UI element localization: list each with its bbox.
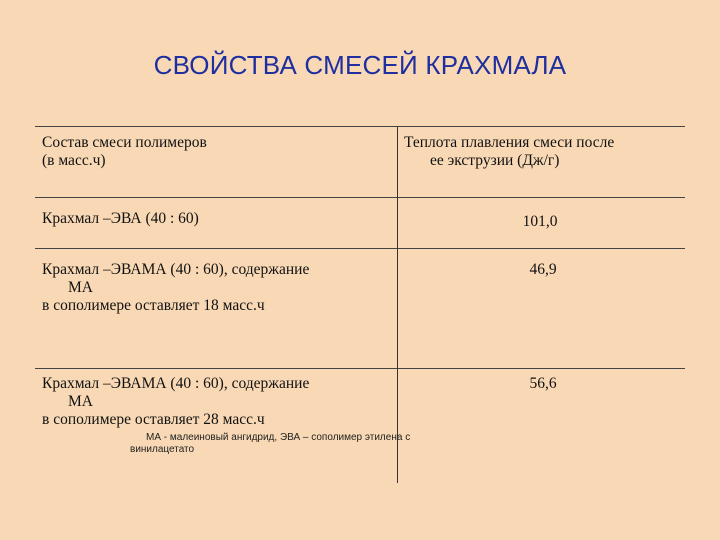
table-row-1-value: 101,0 bbox=[522, 213, 558, 230]
row2-bottom-border bbox=[35, 368, 685, 369]
table-row-2-composition bbox=[42, 261, 309, 315]
row1-bottom-border bbox=[35, 248, 685, 249]
table-row-1-composition bbox=[42, 210, 199, 228]
header-heat bbox=[404, 134, 614, 170]
row-2-composition-line1: Крахмал –ЭВАМА (40 : 60), содержание bbox=[42, 261, 310, 278]
header-composition bbox=[42, 134, 207, 170]
header-composition-line2: (в масс.ч) bbox=[42, 152, 106, 169]
slide-title: СВОЙСТВА СМЕСЕЙ КРАХМАЛА bbox=[153, 50, 567, 80]
column-divider bbox=[397, 126, 398, 483]
table-top-border bbox=[35, 126, 685, 127]
footnote bbox=[130, 432, 410, 456]
table-row-3-value: 56,6 bbox=[529, 375, 557, 392]
table-row-3-composition bbox=[42, 375, 309, 429]
header-bottom-border bbox=[35, 197, 685, 198]
header-heat-line2: ее экструзии (Дж/г) bbox=[430, 152, 560, 169]
row-2-composition-line2: МА bbox=[68, 279, 93, 296]
row-1-composition-line1: Крахмал –ЭВА (40 : 60) bbox=[42, 210, 199, 227]
table-row-2-value: 46,9 bbox=[529, 261, 557, 278]
row-3-composition-line1: Крахмал –ЭВАМА (40 : 60), содержание bbox=[42, 375, 310, 392]
header-heat-line1: Теплота плавления смеси после bbox=[404, 134, 615, 151]
row-3-composition-line3: в сополимере оставляет 28 масс.ч bbox=[42, 411, 265, 428]
footnote-line1: МА - малеиновый ангидрид, ЭВА – сополимер этилена с bbox=[146, 432, 411, 443]
header-composition-line1: Состав смеси полимеров bbox=[42, 134, 207, 151]
row-2-composition-line3: в сополимере оставляет 18 масс.ч bbox=[42, 297, 265, 314]
row-3-composition-line2: МА bbox=[68, 393, 93, 410]
footnote-line2: винилацетато bbox=[130, 444, 195, 455]
